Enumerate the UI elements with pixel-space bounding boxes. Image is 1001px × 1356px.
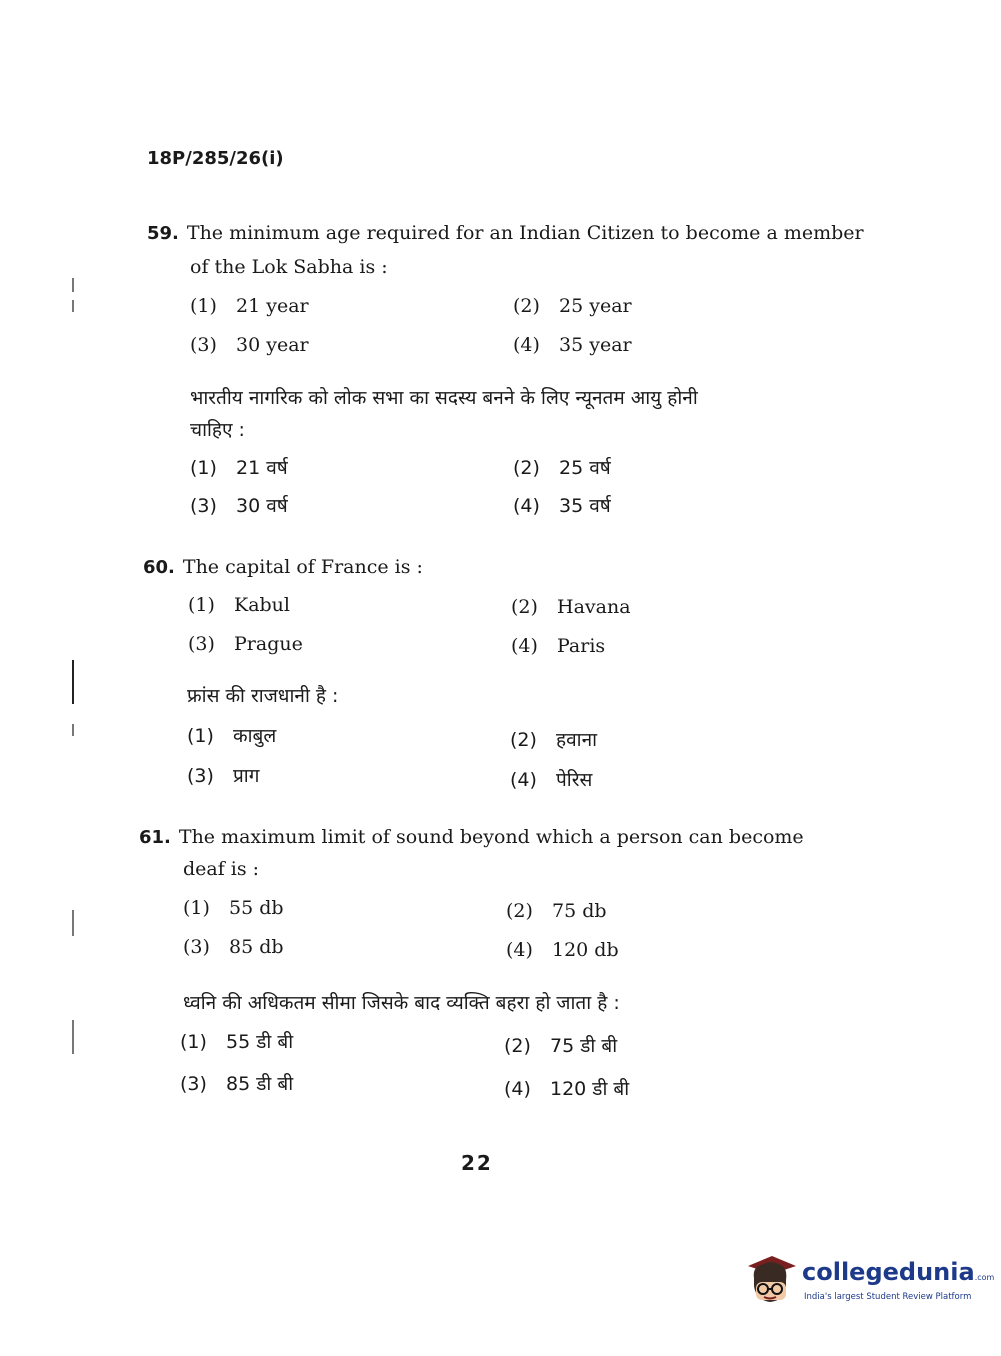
- margin-mark: [72, 300, 74, 312]
- option-hindi: (1) 55 डी बी: [180, 1031, 294, 1053]
- option-hindi: (3) 85 डी बी: [180, 1073, 294, 1095]
- option: (3) 85 db: [183, 936, 284, 958]
- question-text: 60. The capital of France is :: [143, 556, 423, 578]
- option: (3) 30 year: [190, 334, 309, 356]
- collegedunia-logo: [742, 1252, 995, 1312]
- question-text: 61. The maximum limit of sound beyond which a person can become: [139, 826, 804, 848]
- question-number: 60.: [143, 557, 175, 578]
- option: (2) 75 db: [506, 900, 607, 922]
- option: (3) Prague: [188, 633, 303, 655]
- option: (2) 25 year: [513, 295, 632, 317]
- option-hindi: (2) हवाना: [510, 729, 598, 751]
- option-hindi: (3) प्राग: [187, 765, 260, 787]
- margin-mark: [72, 724, 74, 736]
- option: (1) 21 year: [190, 295, 309, 317]
- option-hindi: (4) पेरिस: [510, 769, 593, 791]
- logo-tagline: India's largest Student Review Platform: [804, 1292, 972, 1302]
- option-hindi: (3) 30 वर्ष: [190, 495, 288, 517]
- option: (1) Kabul: [188, 594, 290, 616]
- option: (4) Paris: [511, 635, 606, 657]
- option: (4) 35 year: [513, 334, 632, 356]
- graduate-mascot-icon: [742, 1252, 800, 1312]
- question-number: 59.: [147, 223, 179, 244]
- question-text-hindi: भारतीय नागरिक को लोक सभा का सदस्य बनने के लिए न्यूनतम आयु होनी: [190, 387, 698, 409]
- logo-wordmark: collegedunia.com: [802, 1258, 995, 1286]
- option-hindi: (2) 25 वर्ष: [513, 457, 611, 479]
- option-hindi: (4) 35 वर्ष: [513, 495, 611, 517]
- question-text-hindi: फ्रांस की राजधानी है :: [187, 685, 339, 707]
- question-text: deaf is :: [183, 858, 260, 880]
- question-text: 59. The minimum age required for an Indian Citizen to become a member: [147, 222, 864, 244]
- question-text-hindi: चाहिए :: [190, 419, 245, 441]
- option: (4) 120 db: [506, 939, 619, 961]
- option-hindi: (1) 21 वर्ष: [190, 457, 288, 479]
- option: (1) 55 db: [183, 897, 284, 919]
- margin-mark: [72, 910, 74, 936]
- option: (2) Havana: [511, 596, 631, 618]
- question-text-hindi: ध्वनि की अधिकतम सीमा जिसके बाद व्यक्ति बहरा हो जाता है :: [183, 992, 620, 1014]
- option-hindi: (2) 75 डी बी: [504, 1035, 618, 1057]
- margin-mark: [72, 278, 74, 292]
- option-hindi: (4) 120 डी बी: [504, 1078, 630, 1100]
- page-number: 22: [461, 1151, 493, 1175]
- margin-mark: [72, 660, 74, 704]
- margin-mark: [72, 1020, 74, 1054]
- option-hindi: (1) काबुल: [187, 725, 277, 747]
- question-number: 61.: [139, 827, 171, 848]
- paper-code: 18P/285/26(i): [147, 148, 284, 169]
- question-text: of the Lok Sabha is :: [190, 256, 388, 278]
